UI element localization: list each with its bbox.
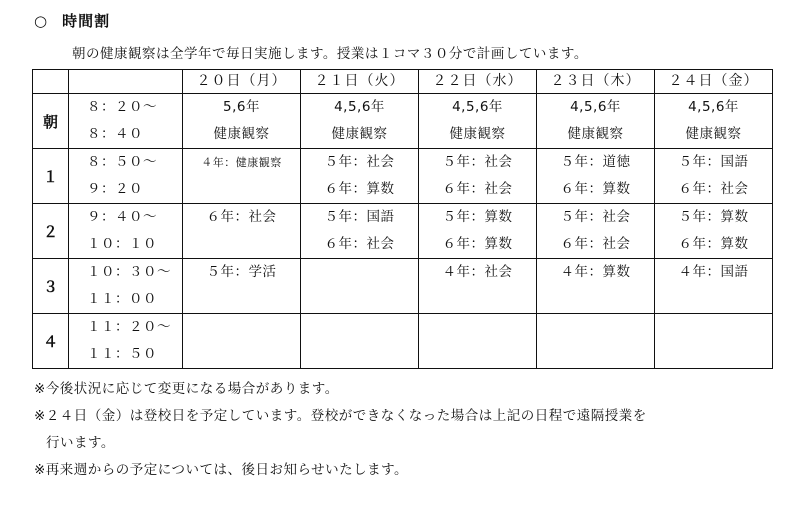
table-row bbox=[33, 259, 773, 314]
schedule-cell bbox=[537, 94, 655, 149]
schedule-cell bbox=[655, 94, 773, 149]
time-end: ９：２０ bbox=[87, 181, 143, 197]
cell-line: ６年：算数 bbox=[560, 181, 631, 197]
timetable bbox=[32, 69, 773, 369]
schedule-cell-empty bbox=[183, 314, 301, 369]
time-start: １０：３０～ bbox=[87, 264, 171, 280]
schedule-cell bbox=[183, 149, 301, 204]
note-line: ※今後状況に応じて変更になる場合があります。 bbox=[34, 381, 339, 397]
time-start: ８：５０～ bbox=[87, 154, 157, 170]
header-cell-mon: ２０日（月） bbox=[183, 70, 301, 94]
schedule-cell-empty bbox=[301, 314, 419, 369]
cell-line: ４年：算数 bbox=[560, 264, 631, 280]
cell-line: ５年：社会 bbox=[560, 209, 631, 225]
notes bbox=[34, 376, 647, 484]
cell-line: ５年：算数 bbox=[678, 209, 749, 225]
header-cell-time bbox=[69, 70, 183, 94]
schedule-cell-empty bbox=[655, 314, 773, 369]
cell-line: ６年：算数 bbox=[442, 236, 513, 252]
time-start: ９：４０～ bbox=[87, 209, 157, 225]
schedule-cell bbox=[183, 259, 301, 314]
schedule-cell bbox=[183, 204, 301, 259]
time-start: ８：２０～ bbox=[87, 99, 157, 115]
schedule-cell bbox=[655, 149, 773, 204]
header-cell-fri: ２４日（金） bbox=[655, 70, 773, 94]
cell-line: ５年：算数 bbox=[442, 209, 513, 225]
cell-line: 健康観察 bbox=[567, 126, 624, 142]
cell-line: ６年：社会 bbox=[206, 209, 277, 225]
schedule-cell bbox=[537, 149, 655, 204]
intro-text: 朝の健康観察は全学年で毎日実施します。授業は１コマ３０分で計画しています。 bbox=[72, 46, 588, 62]
header-row bbox=[33, 70, 773, 94]
cell-line: 4,5,6年 bbox=[688, 99, 739, 115]
schedule-cell bbox=[419, 94, 537, 149]
cell-line: ４年：健康観察 bbox=[201, 156, 282, 169]
cell-line: ６年：社会 bbox=[324, 236, 395, 252]
schedule-cell bbox=[537, 259, 655, 314]
note-line: ※２４日（金）は登校日を予定しています。登校ができなくなった場合は上記の日程で遠隔授業を bbox=[34, 408, 647, 424]
schedule-cell bbox=[301, 204, 419, 259]
schedule-cell bbox=[537, 204, 655, 259]
cell-line: 4,5,6年 bbox=[334, 99, 385, 115]
schedule-cell bbox=[419, 149, 537, 204]
schedule-cell-empty bbox=[537, 314, 655, 369]
table-row bbox=[33, 94, 773, 149]
heading-marker: ○ bbox=[34, 12, 49, 30]
time-end: １１：５０ bbox=[87, 346, 157, 362]
cell-line: ４年：社会 bbox=[442, 264, 513, 280]
section-heading bbox=[34, 10, 110, 31]
period-label: ２ bbox=[33, 204, 69, 259]
header-cell-thu: ２３日（木） bbox=[537, 70, 655, 94]
cell-line: 健康観察 bbox=[449, 126, 506, 142]
cell-line: ５年：国語 bbox=[324, 209, 395, 225]
cell-line: ６年：算数 bbox=[324, 181, 395, 197]
heading-title: 時間割 bbox=[62, 12, 111, 30]
note-line: ※再来週からの予定については、後日お知らせいたします。 bbox=[34, 462, 409, 478]
cell-line: 5,6年 bbox=[223, 99, 260, 115]
schedule-cell bbox=[183, 94, 301, 149]
time-start: １１：２０～ bbox=[87, 319, 171, 335]
schedule-cell bbox=[419, 204, 537, 259]
schedule-cell-empty bbox=[419, 314, 537, 369]
header-cell-tue: ２１日（火） bbox=[301, 70, 419, 94]
schedule-cell bbox=[301, 94, 419, 149]
cell-line: 健康観察 bbox=[213, 126, 270, 142]
cell-line: ４年：国語 bbox=[678, 264, 749, 280]
cell-line: 健康観察 bbox=[685, 126, 742, 142]
period-label: ３ bbox=[33, 259, 69, 314]
cell-line: ５年：道徳 bbox=[560, 154, 631, 170]
time-cell bbox=[69, 314, 183, 369]
cell-line: ６年：算数 bbox=[678, 236, 749, 252]
schedule-cell bbox=[301, 149, 419, 204]
cell-line: ６年：社会 bbox=[442, 181, 513, 197]
time-end: １１：００ bbox=[87, 291, 157, 307]
cell-line: ６年：社会 bbox=[560, 236, 631, 252]
table-row bbox=[33, 314, 773, 369]
time-cell bbox=[69, 94, 183, 149]
cell-line: ５年：社会 bbox=[324, 154, 395, 170]
table-row bbox=[33, 204, 773, 259]
time-end: ８：４０ bbox=[87, 126, 143, 142]
note-line: 行います。 bbox=[46, 435, 115, 451]
time-cell bbox=[69, 149, 183, 204]
header-cell-wed: ２２日（水） bbox=[419, 70, 537, 94]
schedule-cell-empty bbox=[301, 259, 419, 314]
cell-line: ５年：国語 bbox=[678, 154, 749, 170]
time-cell bbox=[69, 204, 183, 259]
table-row bbox=[33, 149, 773, 204]
cell-line: 健康観察 bbox=[331, 126, 388, 142]
schedule-cell bbox=[419, 259, 537, 314]
schedule-cell bbox=[655, 204, 773, 259]
time-end: １０：１０ bbox=[87, 236, 157, 252]
cell-line: ５年：社会 bbox=[442, 154, 513, 170]
cell-line: 4,5,6年 bbox=[570, 99, 621, 115]
schedule-cell bbox=[655, 259, 773, 314]
period-label: ４ bbox=[33, 314, 69, 369]
cell-line: 4,5,6年 bbox=[452, 99, 503, 115]
cell-line: ６年：社会 bbox=[678, 181, 749, 197]
period-label: 朝 bbox=[33, 94, 69, 149]
time-cell bbox=[69, 259, 183, 314]
cell-line: ５年：学活 bbox=[206, 264, 277, 280]
header-cell-period bbox=[33, 70, 69, 94]
period-label: １ bbox=[33, 149, 69, 204]
